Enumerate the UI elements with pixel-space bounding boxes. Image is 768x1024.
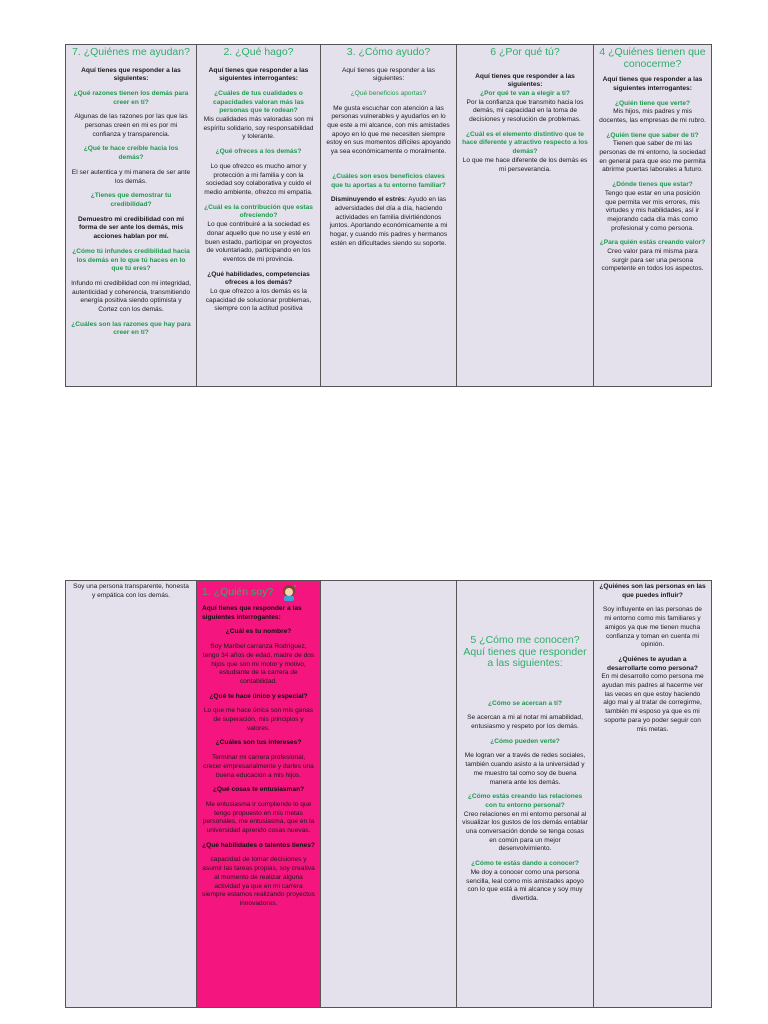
column-who-am-i [196,581,320,1007]
answer: Terminar mi carrera profesional, crecer empresarialmente y darles una buena educación a mis hijos. [203,754,314,779]
answer-rest: : Ayudo en las adversidades del día a día, haciendo actividades en familia divirtiéndonos juntos. Aportando económicamente a mi hogar, y cuando mis padres y hermanos estén en dificultades siendo su soporte. [329,196,448,247]
column-title: 7. ¿Quiénes me ayudan? [72,46,190,58]
intro-text: Aquí tienes que responder a las siguientes: [475,72,575,89]
answer: En mi desarrollo como persona me ayudan mis padres al hacerme ver las veces en que estoy haciendo algo mal y al tratar de corregirme, también mi esposo ya que es mi soporte para yo poder seguir con mis metas. [601,673,704,733]
column-title: 3. ¿Cómo ayudo? [346,46,431,58]
question: ¿Cuáles son esos beneficios claves que tu aportas a tu entorno familiar? [331,172,446,189]
question: ¿Qué te hace único y especial? [209,692,308,700]
question: ¿Qué beneficios aportas? [350,89,427,97]
answer: Lo que contribuiré a la sociedad es donar aquello que no use y esté en buen estado, participar en proyectos de voluntariado, participando en los eventos de mi provincia. [205,221,312,263]
bottom-canvas-table [65,580,712,1008]
column-title: 6 ¿Por qué tú? [490,46,560,58]
answer [326,196,451,248]
column-influence [593,581,711,1007]
column-continuation [66,581,196,1007]
answer: Por la confianza que transmito hacia los demás, mi capacidad en la toma de decisiones y resolución de problemas. [466,98,584,124]
answer: Me logran ver a través de redes sociales, también cuando asisto a la universidad y me muestro tal como soy de buena manera ante los demás. [464,752,586,786]
answer: Creo relaciones en mi entorno personal al visualizar los gustos de los demás entablar una conversación donde se tenga cosas en común para un mejor desenvolvimiento. [462,810,588,853]
question: ¿Quién tiene que verte? [614,99,691,107]
column-what-i-do [196,45,320,386]
column-title: 4 ¿Quiénes tienen que conocerme? [599,46,706,70]
column-who-helps [66,45,196,386]
answer: Se acercan a mi al notar mi amabilidad, entusiasmo y respeto por los demás. [467,714,583,731]
answer: Me doy a conocer como una persona sencilla, leal como mis amistades apoyo con lo que está a mi alcance y soy muy divertida. [466,868,584,902]
question: ¿Tienes que demostrar tu credibilidad? [90,192,172,208]
question: ¿Cómo estás creando las relaciones con tu entorno personal? [467,793,583,809]
question: ¿Cuáles son las razones que hay para creer en tí? [71,320,191,337]
answer: Me entusiasma ir cumpliendo lo que tengo propuesto en mis metas personales, me entusiasma, que en la universidad aprendo cosas nuevas. [202,800,315,835]
question: ¿Por qué te van a elegir a tí? [480,89,570,97]
answer: Me gusta escuchar con atención a las personas vulnerables y ayudarlos en lo que este a mi alcance, con mis amistades apoyo en lo que me necesiten siempre estoy en sus momentos difíciles apoyando ya sea económicamente o moralmente. [326,104,451,156]
answer: Algunas de las razones por las que las personas creen en mi es por mi confianza y transparencia. [74,113,188,138]
column-why-you [456,45,593,386]
question: ¿Cuál es tu nombre? [225,628,292,636]
intro-text: Aquí tienes que responder a las siguientes: [81,66,181,83]
answer: Lo que ofrezco a los demás es la capacidad de solucionar problemas, siempre con la actitud positiva [205,288,312,313]
answer: Lo que me hace diferente de los demás es mi perseverancia. [462,156,588,173]
answer-highlight: Disminuyendo el estrés [330,196,405,204]
answer: Tengo que estar en una posición que permita ver mis errores, mis virtudes y mis habilidades, así ir mejorando cada día más como profesional y como persona. [604,189,701,232]
question: ¿Cuál es la contribución que estas ofreciendo? [204,203,313,220]
answer: Tienen que saber de mi las personas de mi entorno, la sociedad en general para que eso me permita abrirme puertas laborales a futuro. [599,140,706,174]
answer: Soy Maribel carranza Rodríguez, tengo 34 años de edad, madre de dos hijos que son mi motor y motivo, estudiante de la carrera de contabilidad. [202,643,315,685]
question: ¿Qué habilidades o talentos tienes? [202,841,315,849]
answer: Mis hijos, mis padres y mis docentes, las empresas de mi rubro. [599,108,706,124]
question: ¿Dónde tienes que estar? [612,181,693,189]
answer: El ser autentica y mi manera de ser ante los demás. [71,168,191,185]
column-title-row [202,583,315,601]
answer: Lo que me hace única son mis ganas de superación, mis principios y valores. [203,707,314,732]
question: ¿Qué te hace creíble hacia los demás? [83,145,179,162]
column-how-i-help [320,45,456,386]
question: ¿Qué habilidades, competencias ofreces a los demás? [207,270,310,287]
continuation-text: Soy una persona transparente, honesta y empática con los demás. [73,583,189,599]
intro-text: Aquí tienes que responder a las siguientes interrogantes: [202,605,302,621]
question: ¿Cuál es el elemento distintivo que te hace diferente y atractivo respecto a los demás? [462,130,588,156]
question: ¿Para quién estás creando valor? [599,239,706,247]
question: ¿Quiénes te ayudan a desarrollarte como persona? [607,655,698,672]
answer: Soy influyente en las personas de mi entorno como mis familiares y amigos ya que me tienen mucha confianza y toman en cuenta mi opinión. [603,606,702,649]
question: ¿Qué razones tienen los demás para creer en tí? [73,89,189,106]
girl-avatar-icon [280,583,298,601]
answer: Creo valor para mi misma para surgir para ser una persona competente en todos los aspectos. [601,248,704,273]
question: ¿Cómo te estás dando a conocer? [471,860,579,868]
question: ¿Cómo pueden verte? [490,737,560,745]
column-title: 2. ¿Qué hago? [223,46,294,58]
intro-text: Aquí tienes que responder a las siguientes interrogantes: [602,76,703,92]
answer: Lo que ofrezco es mucho amor y protección a mi familia y con la sociedad soy colaborativa y cuido el medio ambiente, ofrezco mi empatía. [204,162,313,196]
question: ¿Cuáles de tus cualidades o capacidades valoran más las personas que te rodean? [213,89,304,115]
column-how-they-know-me [456,581,593,1007]
answer: Infundo mi credibilidad con mi integridad, autenticidad y coherencia, transmitiendo energía positiva siendo optimista y Cortez con los demás. [71,279,191,314]
answer: Demuestro mi credibilidad con mi forma de ser ante los demás, mis acciones hablan por mí. [78,215,184,241]
answer: capacidad de tomar decisiones y asumir las tareas propias, soy creativa al momento de realizar alguna actividad ya que en mi carrera siempre estamos realizando proyectos innovadores. [202,856,315,907]
column-title: 5 ¿Cómo me conocen? Aquí tienes que responder a las siguientes: [463,634,587,670]
question: ¿Qué ofreces a los demás? [215,148,302,156]
question: ¿Cómo tú infundes credibilidad hacia los demás en lo que tú haces en lo que tú eres? [72,247,190,273]
question: ¿Quién tiene que saber de tí? [606,131,699,139]
question: ¿Qué cosas te entusiasman? [212,786,305,794]
top-canvas-table [65,44,712,387]
question: ¿Quiénes son las personas en las que puedes influir? [599,583,706,599]
answer: Mis cualidades más valoradas son mi espíritu solidario, soy responsabilidad y tolerante. [203,116,314,141]
question: ¿Cuáles son tus intereses? [215,739,302,747]
column-empty [320,581,456,1007]
column-title: 1. ¿Quién soy? [202,585,274,598]
intro-text: Aquí tienes que responder a las siguientes interrogantes: [208,66,309,83]
column-who-must-know-me [593,45,711,386]
question: ¿Cómo se acercan a tí? [487,699,563,707]
intro-text: Aquí tienes que responder a las siguientes: [341,66,436,83]
